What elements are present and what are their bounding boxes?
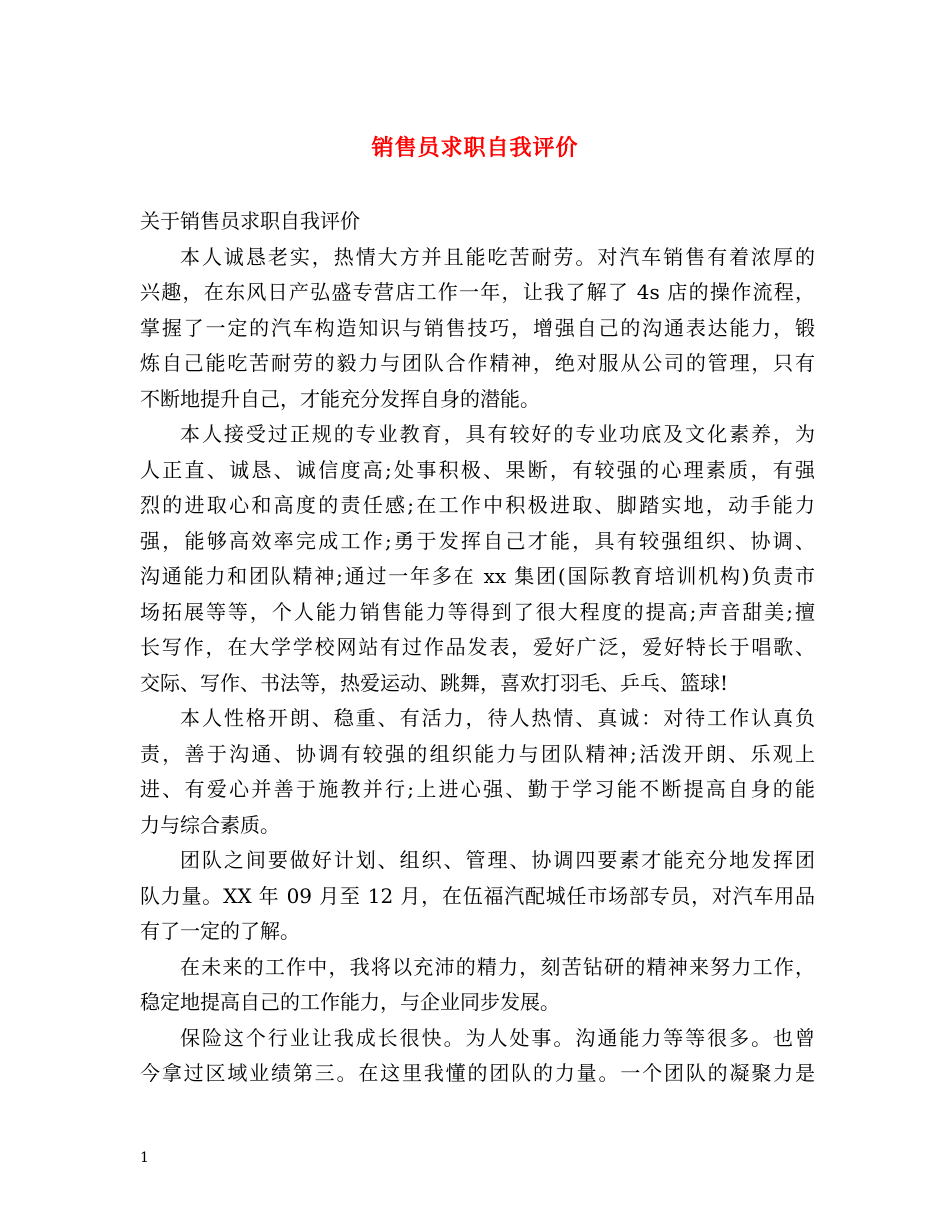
- paragraph-future: [140, 950, 815, 1021]
- paragraph-teamwork: [140, 843, 815, 950]
- text-line: 队力量。XX 年 09 月至 12 月，在伍福汽配城任市场部专员，对汽车用品: [140, 883, 815, 908]
- page-number: 1: [140, 1150, 149, 1166]
- paragraph-education: [140, 417, 815, 701]
- text-line: 在未来的工作中，我将以充沛的精力，刻苦钻研的精神来努力工作，: [180, 954, 815, 979]
- text-line: 本人诚恳老实，热情大方并且能吃苦耐劳。对汽车销售有着浓厚的: [180, 244, 815, 269]
- document-body: [140, 204, 815, 1092]
- text-line: 进、有爱心并善于施教并行;上进心强、勤于学习能不断提高自身的能: [140, 777, 815, 801]
- text-line: 烈的进取心和高度的责任感;在工作中积极进取、脚踏实地，动手能力: [140, 493, 815, 517]
- page-title: 销售员求职自我评价: [371, 135, 579, 161]
- text-line: 沟通能力和团队精神;通过一年多在 xx 集团(国际教育培训机构)负责市: [140, 564, 815, 588]
- text-line: 本人接受过正规的专业教育，具有较好的专业功底及文化素养，为: [180, 422, 815, 446]
- text-line: 今拿过区域业绩第三。在这里我懂的团队的力量。一个团队的凝聚力是: [140, 1061, 815, 1085]
- document-subtitle: 关于销售员求职自我评价: [140, 209, 360, 233]
- text-line: 场拓展等等，个人能力销售能力等得到了很大程度的提高;声音甜美;擅: [140, 599, 815, 624]
- text-line: 本人性格开朗、稳重、有活力，待人热情、真诚：对待工作认真负: [180, 706, 815, 730]
- paragraph-insurance: [140, 1021, 815, 1092]
- text-line: 保险这个行业让我成长很快。为人处事。沟通能力等等很多。也曾: [180, 1025, 815, 1050]
- text-line: 炼自己能吃苦耐劳的毅力与团队合作精神，绝对服从公司的管理，只有: [140, 351, 815, 375]
- text-line: 有了一定的了解。: [140, 919, 300, 943]
- text-line: 强，能够高效率完成工作;勇于发挥自己才能，具有较强组织、协调、: [140, 528, 815, 553]
- text-line: 人正直、诚恳、诚信度高;处事积极、果断，有较强的心理素质，有强: [140, 457, 815, 482]
- text-line: 不断地提升自己，才能充分发挥自身的潜能。: [140, 386, 540, 411]
- text-line: 长写作，在大学学校网站有过作品发表，爱好广泛，爱好特长于唱歌、: [140, 635, 815, 659]
- text-line: 责，善于沟通、协调有较强的组织能力与团队精神;活泼开朗、乐观上: [140, 741, 815, 766]
- text-line: 团队之间要做好计划、组织、管理、协调四要素才能充分地发挥团: [180, 848, 815, 872]
- paragraph-personality: [140, 701, 815, 843]
- text-line: 交际、写作、书法等，热爱运动、跳舞，喜欢打羽毛、乒乓、篮球!: [140, 670, 729, 695]
- paragraph-intro: [140, 240, 815, 418]
- text-line: 稳定地提高自己的工作能力，与企业同步发展。: [140, 990, 560, 1014]
- text-line: 掌握了一定的汽车构造知识与销售技巧，增强自己的沟通表达能力，锻: [140, 315, 815, 340]
- text-line: 兴趣，在东风日产弘盛专营店工作一年，让我了解了 4s 店的操作流程，: [140, 280, 815, 304]
- text-line: 力与综合素质。: [140, 812, 280, 837]
